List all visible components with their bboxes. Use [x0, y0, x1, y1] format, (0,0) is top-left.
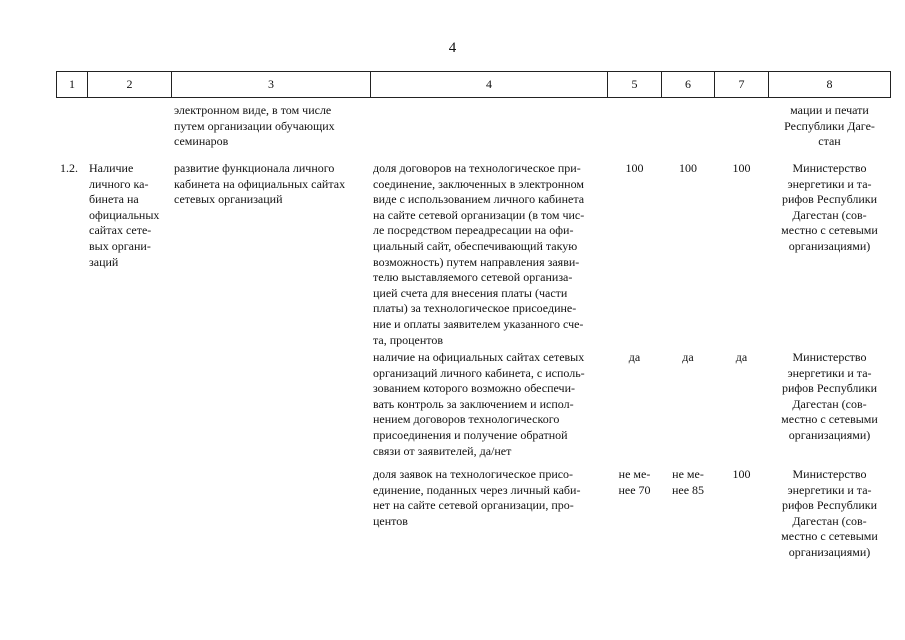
- indicator-value-7: 100: [732, 467, 751, 481]
- col-divider: [890, 71, 891, 98]
- indicator-value-7: 100: [732, 161, 751, 175]
- indicator-value-6: да: [682, 350, 694, 364]
- page-number: 4: [448, 40, 457, 56]
- row-number: 1.2.: [60, 161, 78, 175]
- header-top-border: [56, 71, 891, 72]
- continuation-responsible: мации и печати Республики Даге- стан: [784, 103, 875, 149]
- column-header-8: 8: [826, 77, 833, 91]
- indicator-text: доля договоров на технологическое при- соединение, заключенных в электронном виде с использованием личного кабинета на сайте сетевой организации (в том чис- ле посредством переадресации на офи- циальный сайт, обеспечивающий такую возможность) путем направления заяви- телю выставляемого сетевой организа- цией счета для внесения платы (части платы) за технологическое присоедине- ние и оплаты заявителем указанного сче- та, процентов: [373, 161, 585, 347]
- indicator-value-6: 100: [679, 161, 697, 175]
- column-header-6: 6: [685, 77, 691, 91]
- indicator-text: наличие на официальных сайтах сетевых организаций личного кабинета, с исполь- зованием которого возможно обеспечи- вать контроль за заключением и испол- нением договоров технологического присоединения и получение обратной связи от заявителей, да/нет: [373, 350, 585, 458]
- row-name: Наличие личного ка- бинета на официальных сайтах сете- вых органи- заций: [89, 161, 160, 269]
- indicator-responsible: Министерство энергетики и та- рифов Республики Дагестан (сов- местно с сетевыми организациями): [781, 161, 878, 253]
- indicator-value-7: да: [735, 350, 748, 364]
- indicator-responsible: Министерство энергетики и та- рифов Республики Дагестан (сов- местно с сетевыми организациями): [781, 350, 878, 442]
- indicator-value-6: не ме- нее 85: [671, 467, 705, 497]
- header-bottom-border: [56, 97, 891, 98]
- column-header-3: 3: [268, 77, 274, 91]
- column-header-5: 5: [631, 77, 638, 91]
- column-header-7: 7: [738, 77, 745, 91]
- indicator-value-5: 100: [625, 161, 644, 175]
- indicator-responsible: Министерство энергетики и та- рифов Республики Дагестан (сов- местно с сетевыми организациями): [781, 467, 878, 559]
- indicator-value-5: не ме- нее 70: [618, 467, 651, 497]
- column-header-2: 2: [126, 77, 133, 91]
- indicator-value-5: да: [628, 350, 641, 364]
- column-header-4: 4: [486, 77, 492, 91]
- column-header-1: 1: [69, 77, 75, 91]
- continuation-measure: электронном виде, в том числе путем организации обучающих семинаров: [174, 103, 335, 149]
- row-measure: развитие функционала личного кабинета на официальных сайтах сетевых организаций: [174, 161, 346, 207]
- indicator-text: доля заявок на технологическое присо- единение, поданных через личный каби- нет на сайте сетевой организации, про- центов: [373, 467, 581, 528]
